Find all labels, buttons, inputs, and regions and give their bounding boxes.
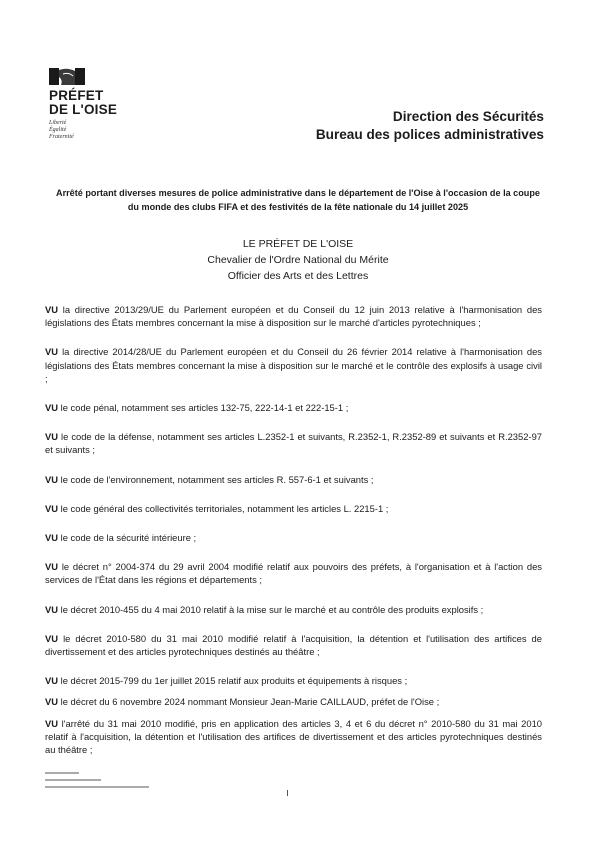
vu-label: VU — [45, 632, 59, 644]
prefect-identity — [52, 236, 544, 284]
visa-item — [45, 303, 542, 329]
visa-item — [45, 695, 542, 708]
visa-item — [45, 345, 542, 385]
prefect-distinction-1: Chevalier de l'Ordre National du Mérite — [207, 254, 389, 266]
vu-label: VU — [45, 346, 59, 358]
visa-text: le décret 2010-455 du 4 mai 2010 relatif à la mise sur le marché et au contrôle des produits explosifs ; — [60, 603, 484, 615]
marianne-icon — [49, 68, 85, 85]
visa-item — [45, 632, 542, 658]
vu-label: VU — [45, 532, 59, 544]
footer-mark — [287, 790, 288, 796]
visa-text: le décret du 6 novembre 2024 nommant Monsieur Jean-Marie CAILLAUD, préfet de l'Oise ; — [60, 696, 440, 708]
motto-liberte: Liberté — [49, 120, 67, 126]
visa-text: le code pénal, notamment ses articles 132-75, 222-14-1 et 222-15-1 ; — [60, 402, 349, 414]
service-direction: Direction des Sécurités — [392, 109, 544, 124]
vu-label: VU — [45, 304, 59, 315]
visa-text: le code de la sécurité intérieure ; — [60, 532, 197, 544]
visa-item — [45, 674, 542, 687]
motto-egalite: Égalité — [49, 127, 67, 133]
visa-text: le code général des collectivités territoriales, notamment les articles L. 2215-1 ; — [60, 502, 389, 514]
prefect-distinction-2: Officier des Arts et des Lettres — [227, 270, 369, 282]
prefecture-name-line1: PRÉFET — [49, 88, 104, 103]
motto-fraternite: Fraternité — [49, 134, 74, 140]
footer-address-blur — [45, 771, 155, 793]
republic-motto — [49, 120, 129, 141]
visa-text: la directive 2013/29/UE du Parlement européen et du Conseil du 12 juin 2013 relative à l'harmonisation des législations des États membres concernant la mise à disposition sur le marché d'articles pyrotechniques ; — [45, 304, 542, 329]
visa-item — [45, 717, 542, 757]
visa-text: la directive 2014/28/UE du Parlement européen et du Conseil du 26 février 2014 relative à l'harmonisation des législations des États membres concernant la mise à disposition sur le marché et le contrôle des explosifs à usage civil ; — [45, 346, 542, 384]
decree-title: Arrêté portant diverses mesures de police administrative dans le département de l'Oise à l'occasion de la coupe du monde des clubs FIFA et des festivités de la fête nationale du 14 juillet 2025 — [56, 188, 540, 212]
visa-item — [45, 560, 542, 586]
prefect-title: LE PRÉFET DE L'OISE — [242, 238, 354, 250]
visa-item — [45, 473, 542, 486]
service-bureau: Bureau des polices administratives — [315, 127, 544, 142]
vu-label: VU — [45, 603, 59, 615]
visa-item — [45, 430, 542, 456]
visa-text: le code de la défense, notamment ses articles L.2352-1 et suivants, R.2352-1, R.2352-89 et suivants et R.2352-97 et suivants ; — [45, 431, 542, 456]
visa-item — [45, 603, 542, 616]
visa-text: le décret 2015-799 du 1er juillet 2015 relatif aux produits et équipements à risques ; — [60, 675, 408, 687]
vu-label: VU — [45, 561, 59, 573]
visa-text: le code de l'environnement, notamment ses articles R. 557-6-1 et suivants ; — [60, 473, 374, 485]
prefecture-logo — [49, 68, 129, 141]
visa-item — [45, 401, 542, 414]
visa-text: le décret n° 2004-374 du 29 avril 2004 modifié relatif aux pouvoirs des préfets, à l'organisation et à l'action des services de l'État dans les régions et départements ; — [45, 561, 542, 586]
service-header — [316, 108, 544, 144]
vu-label: VU — [45, 431, 59, 443]
vu-label: VU — [45, 696, 59, 708]
visa-text: l'arrêté du 31 mai 2010 modifié, pris en application des articles 3, 4 et 6 du décret n° 2010-580 du 31 mai 2010 relatif à l'acquisition, la détention et l'utilisation des artifices de divertissement et des articles pyrotechniques destinés au théâtre ; — [45, 717, 542, 756]
vu-label: VU — [45, 675, 59, 687]
vu-label: VU — [45, 717, 59, 729]
vu-label: VU — [45, 402, 59, 414]
vu-label: VU — [45, 473, 59, 485]
visas-list — [45, 303, 542, 764]
footer-smallprint — [45, 771, 155, 796]
visa-text: le décret 2010-580 du 31 mai 2010 modifié relatif à l'acquisition, la détention et l'utilisation des artifices de divertissement et des articles pyrotechniques destinés au théâtre ; — [45, 632, 542, 658]
prefecture-name-line2: DE L'OISE — [49, 102, 118, 117]
prefecture-name — [49, 89, 129, 117]
visa-item — [45, 531, 542, 544]
vu-label: VU — [45, 502, 59, 514]
visa-item — [45, 502, 542, 515]
